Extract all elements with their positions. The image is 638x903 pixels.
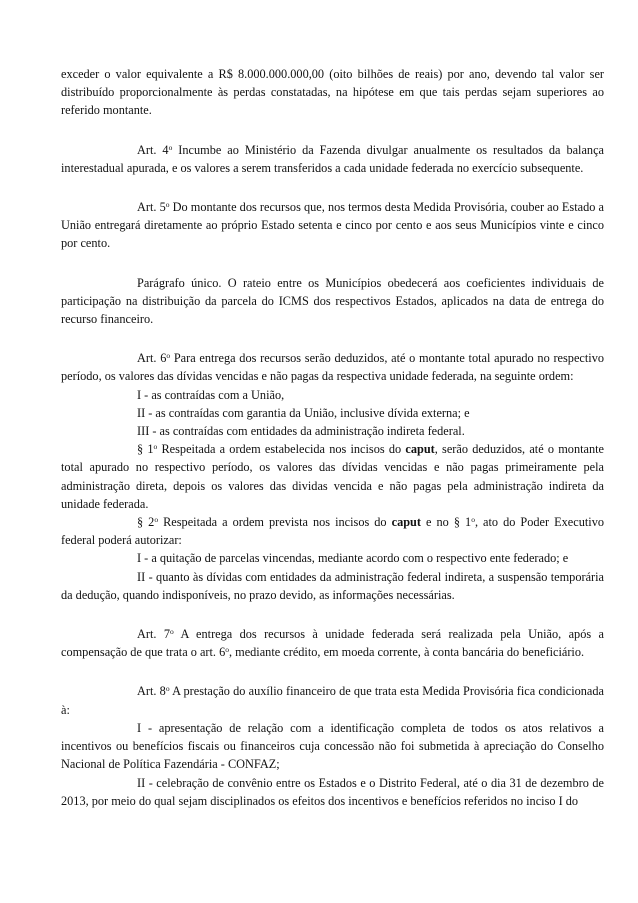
article-8-item-1: I - apresentação de relação com a identificação completa de todos os atos relativos a incentivos ou benefícios fiscais ou financeiros cuja concessão não foi submetida à apreciação do Conselho Nacional de Política Fazendária - CONFAZ; [61, 720, 604, 772]
article-6: Art. 6$^o$ Para entrega dos recursos serão deduzidos, até o montante total apurado no respectivo período, os valores das dívidas vencidas e não pagas da respectiva unidade federada, na seguinte ordem: [61, 351, 604, 384]
article-6-paragraph-2-item-1: I - a quitação de parcelas vincendas, mediante acordo com o respectivo ente federado; e [137, 551, 569, 566]
article-6-paragraph-2-item-2: II - quanto às dívidas com entidades da administração federal indireta, a suspensão temporária da dedução, quando indisponíveis, no prazo devido, as informações necessárias. [61, 569, 604, 602]
article-6-paragraph-2: § 2$^o$ Respeitada a ordem prevista nos incisos do caput e no § 1$^o$, ato do Poder Executivo federal poderá autorizar: [61, 515, 604, 548]
paragraph-continuation: exceder o valor equivalente a R$ 8.000.000.000,00 (oito bilhões de reais) por ano, devendo tal valor ser distribuído proporcionalmente às perdas constatadas, na hipótese em que tais perdas sejam superiores ao referido montante. [61, 67, 604, 118]
article-4: Art. 4$^o$ Incumbe ao Ministério da Fazenda divulgar anualmente os resultados da balança interestadual apurada, e os valores a serem transferidos a cada unidade federada no exercício subsequente. [61, 142, 604, 175]
article-8: Art. 8$^o$ A prestação do auxílio financeiro de que trata esta Medida Provisória fica condicionada à: [61, 684, 604, 717]
article-6-item-2: II - as contraídas com garantia da União, inclusive dívida externa; e [137, 405, 470, 420]
article-6-item-1: I - as contraídas com a União, [137, 387, 285, 402]
article-5-sole-paragraph: Parágrafo único. O rateio entre os Municípios obedecerá aos coeficientes individuais de participação na distribuição da parcela do ICMS dos respectivos Estados, aplicados na data de entrega do recurso financeiro. [61, 275, 604, 327]
article-6-item-3: III - as contraídas com entidades da administração indireta federal. [137, 424, 465, 439]
article-5: Art. 5$^o$ Do montante dos recursos que, nos termos desta Medida Provisória, couber ao Estado a União entregará diretamente ao próprio Estado setenta e cinco por cento e aos seus Municípios vinte e cinco por cento. [61, 200, 604, 251]
article-6-paragraph-1: § 1$^o$ Respeitada a ordem estabelecida nos incisos do caput, serão deduzidos, até o montante total apurado no respectivo período, os valores das dívidas vencidas e não pagas primeiramente pela administração direta, depois os valores das dividas vencida e não pagas pela administração indireta da unidade federada. [61, 442, 604, 511]
article-8-item-2: II - celebração de convênio entre os Estados e o Distrito Federal, até o dia 31 de dezembro de 2013, por meio do qual sejam disciplinados os efeitos dos incentivos e benefícios referidos no inciso I do [61, 775, 604, 808]
article-7: Art. 7$^o$ A entrega dos recursos à unidade federada será realizada pela União, após a compensação de que trata o art. 6$^o$, mediante crédito, em moeda corrente, à conta bancária do beneficiário. [61, 627, 604, 660]
